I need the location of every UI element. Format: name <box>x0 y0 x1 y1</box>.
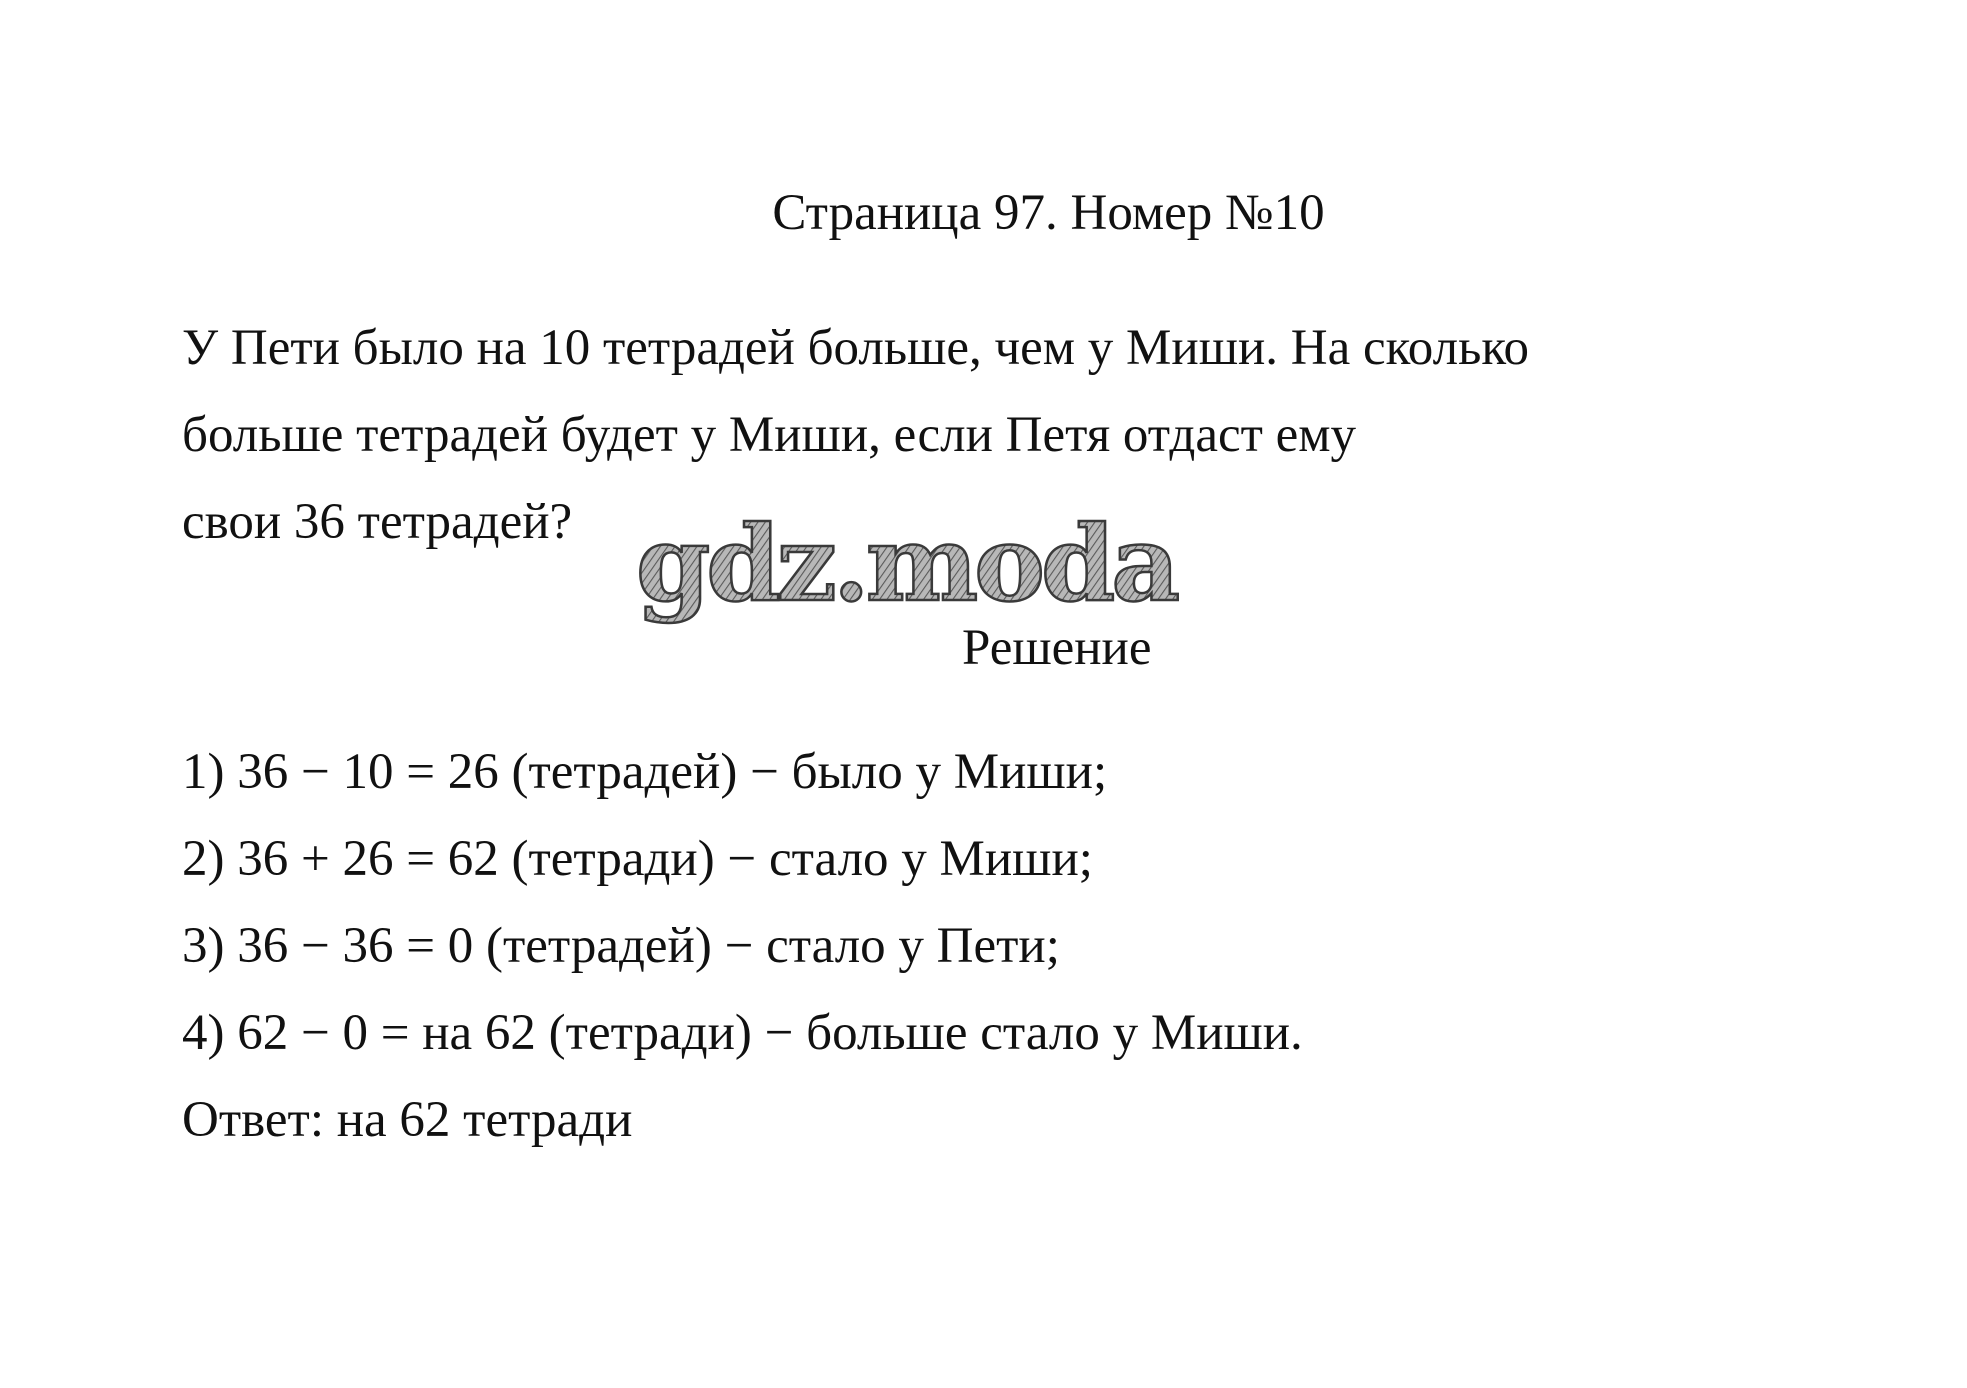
problem-line-3: свои 36 тетрадей? <box>182 494 573 550</box>
problem-line-2: больше тетрадей будет у Миши, если Петя отдаст ему <box>182 407 1357 463</box>
solution-step-1: 1) 36 − 10 = 26 (тетрадей) − было у Миши; <box>182 744 1108 800</box>
answer-line: Ответ: на 62 тетради <box>182 1092 633 1148</box>
page-title: Страница 97. Номер №10 <box>772 185 1325 241</box>
problem-line-1: У Пети было на 10 тетрадей больше, чем у Миши. На сколько <box>182 320 1530 376</box>
solution-heading: Решение <box>962 620 1152 676</box>
solution-step-2: 2) 36 + 26 = 62 (тетради) − стало у Миши; <box>182 831 1093 887</box>
solution-step-4: 4) 62 − 0 = на 62 (тетради) − больше стало у Миши. <box>182 1005 1303 1061</box>
svg-text:gdz.moda: gdz.moda <box>636 508 1178 625</box>
solution-step-3: 3) 36 − 36 = 0 (тетрадей) − стало у Пети; <box>182 918 1060 974</box>
